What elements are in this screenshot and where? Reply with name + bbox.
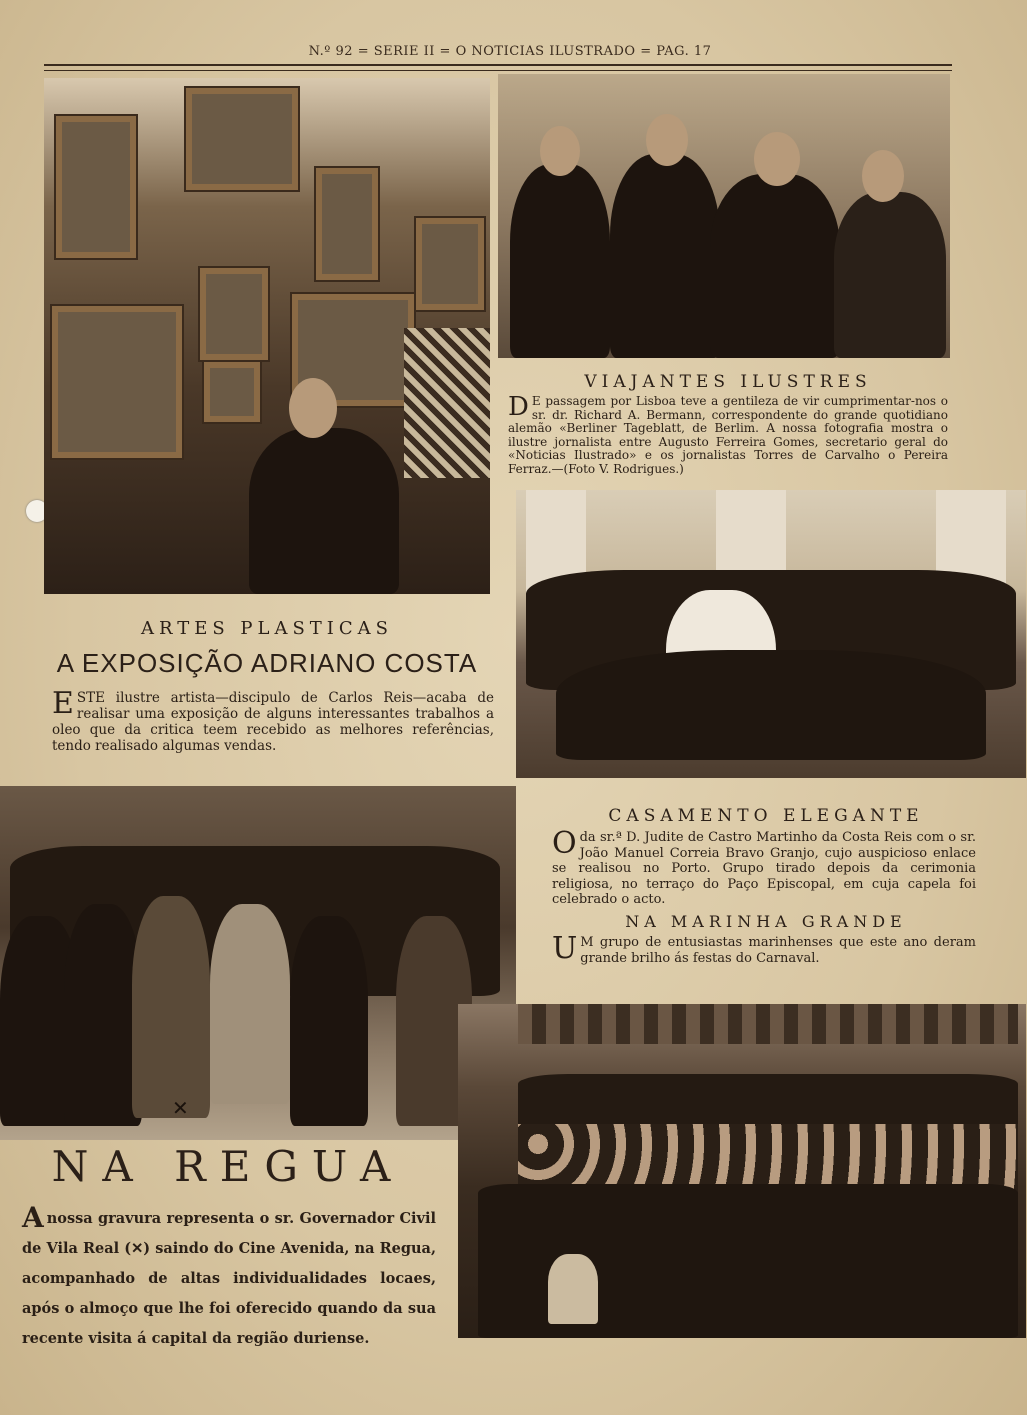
page-header: N.º 92 = SERIE II = O NOTICIAS ILUSTRADO = PAG. 17 bbox=[308, 44, 712, 59]
regua-dropcap: A bbox=[22, 1201, 44, 1234]
marinha-title: NA MARINHA GRANDE bbox=[625, 912, 907, 931]
casamento-dropcap: O bbox=[552, 826, 577, 861]
viajantes-title: VIAJANTES ILUSTRES bbox=[584, 372, 872, 392]
artes-plasticas-kicker: ARTES PLASTICAS bbox=[140, 618, 394, 639]
regua-text: Anossa gravura representa o sr. Governador Civil de Vila Real (✕) saindo do Cine Avenida, na Regua, acompanhado de altas individualidades locaes, após o almoço que lhe foi oferecido quando da sua recente visita á capital da região duriense. bbox=[22, 1201, 436, 1347]
exposicao-title: A EXPOSIÇÃO ADRIANO COSTA bbox=[56, 648, 478, 678]
seated-artist-figure bbox=[249, 428, 399, 594]
marinha-text: U M grupo de entusiastas marinhenses que este ano deram grande brilho ás festas do Carnaval. bbox=[552, 931, 976, 966]
governor-marker-x: ✕ bbox=[172, 1096, 189, 1120]
casamento-text: Oda sr.ª D. Judite de Castro Martinho da Costa Reis com o sr. João Manuel Correia Bravo Granjo, cujo auspicioso enlace se realisou no Porto. Grupo tirado depois da cerimonia religiosa, no terraço do Paço Episcopal, em cuja capela foi celebrado o acto. bbox=[552, 826, 976, 907]
marinha-dropcap: U bbox=[552, 931, 578, 966]
exposicao-text: ESTE ilustre artista—discipulo de Carlos Reis—acaba de realisar uma exposição de alguns interessantes trabalhos a oleo que da critica teem recebido as melhores referências, tendo realisado algumas vendas. bbox=[52, 686, 494, 754]
viajantes-text: D E passagem por Lisboa teve a gentileza de vir cumprimentar-nos o sr. dr. Richard A. Bermann, correspondente do grande quotidiano alemão «Berliner Tageblatt, de Berlim. A nossa fotografia mostra o ilustre jornalista entre Augusto Ferreira Gomes, secretario geral do «Noticias Ilustrado» e os jornalistas Torres de Carvalho o Pereira Ferraz.—(Foto V. Rodrigues.) bbox=[508, 392, 948, 476]
photo-viajantes-ilustres bbox=[498, 74, 950, 358]
header-rule bbox=[44, 64, 952, 71]
viajantes-dropcap: D bbox=[508, 392, 529, 422]
photo-artist-exhibition bbox=[44, 78, 490, 594]
artist-head bbox=[289, 378, 337, 438]
casamento-title: CASAMENTO ELEGANTE bbox=[608, 806, 924, 826]
photo-marinha-grande bbox=[458, 1004, 1026, 1338]
exposicao-dropcap: E bbox=[52, 686, 74, 721]
regua-title: NA REGUA bbox=[51, 1142, 405, 1191]
photo-casamento bbox=[516, 490, 1026, 778]
photo-na-regua bbox=[0, 786, 516, 1140]
